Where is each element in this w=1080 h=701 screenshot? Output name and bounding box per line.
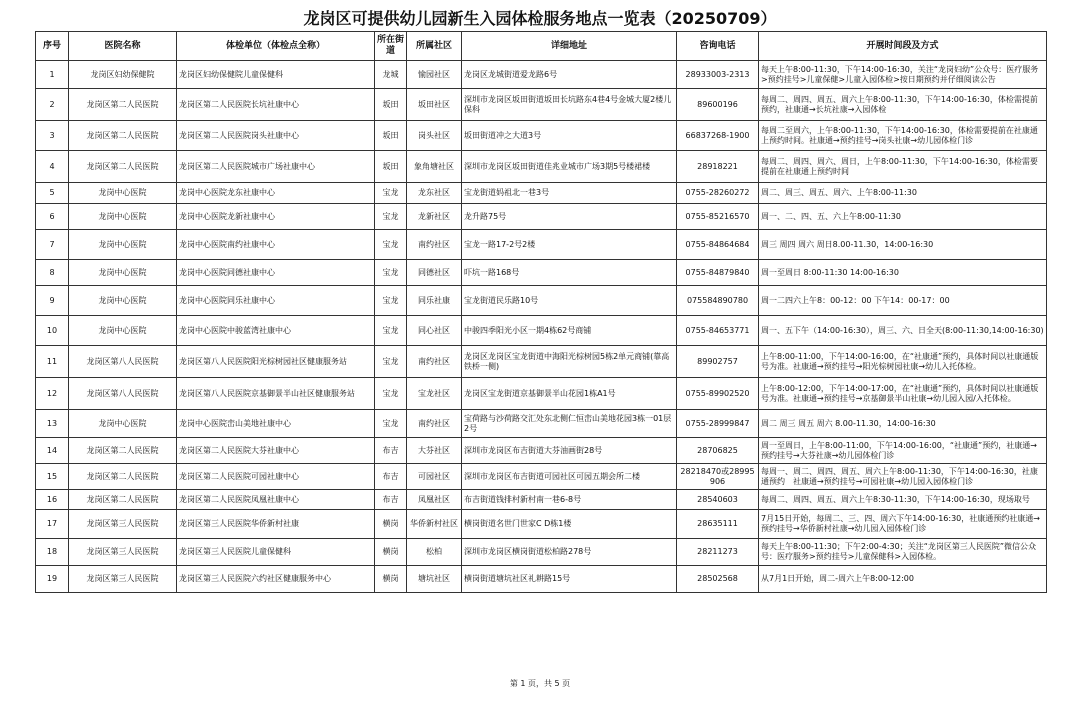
cell-address: 坂田街道冲之大道3号 [462,121,677,151]
cell-unit: 龙岗中心医院南约社康中心 [177,230,375,260]
cell-time: 上午8:00-11:00，下午14:00-16:00，在“社康通”预约，具体时间以社康通版号为准。社康通→预约挂号→阳光棕树园社康→幼儿入托体检。 [759,346,1047,378]
cell-address: 宝荷路与沙荷路交汇处东北侧仁恒峦山美地花园3栋一01层2号 [462,410,677,438]
cell-community: 象角塘社区 [407,151,462,183]
cell-no: 14 [36,438,69,464]
cell-hospital: 龙岗中心医院 [69,410,177,438]
table-row [36,204,1047,230]
cell-hospital: 龙岗区第八人民医院 [69,378,177,410]
cell-address: 宝龙一路17-2号2楼 [462,230,677,260]
table-row [36,121,1047,151]
header-row [36,32,1047,61]
cell-community: 同德社区 [407,260,462,286]
table-row [36,286,1047,316]
cell-hospital: 龙岗区第二人民医院 [69,151,177,183]
cell-address: 深圳市龙岗区坂田街道佳兆业城市广场3期5号楼裙楼 [462,151,677,183]
cell-community: 大芬社区 [407,438,462,464]
cell-address: 深圳市龙岗区坂田街道坂田长坑路东4巷4号金城大厦2楼儿保科 [462,89,677,121]
cell-unit: 龙岗区第二人民医院岗头社康中心 [177,121,375,151]
table-row [36,260,1047,286]
cell-hospital: 龙岗中心医院 [69,230,177,260]
cell-phone: 28706825 [677,438,759,464]
cell-hospital: 龙岗区第三人民医院 [69,566,177,593]
cell-time: 每天上午8:00-11:30，下午14:00-16:30，关注“龙岗妇幼”公众号：医疗服务>预约挂号>儿童保健>儿童入园体检>按日期预约并仔细阅读公告 [759,61,1047,89]
service-table [35,31,1047,593]
cell-unit: 龙岗中心医院同德社康中心 [177,260,375,286]
table-row [36,89,1047,121]
cell-street: 宝龙 [375,286,407,316]
cell-phone: 28635111 [677,510,759,539]
table-row [36,61,1047,89]
cell-phone: 28211273 [677,539,759,566]
cell-time: 每周二、周四、周五、周六上午8:30-11:30，下午14:00-16:30，现场取号 [759,490,1047,510]
cell-no: 9 [36,286,69,316]
cell-no: 8 [36,260,69,286]
col-header-community: 所属社区 [407,32,462,61]
cell-phone: 89600196 [677,89,759,121]
cell-phone: 28502568 [677,566,759,593]
table-row [36,566,1047,593]
cell-time: 周二 周三 周五 周六 8.00-11.30，14:00-16:30 [759,410,1047,438]
cell-street: 宝龙 [375,378,407,410]
cell-phone: 0755-28260272 [677,183,759,204]
cell-community: 龙东社区 [407,183,462,204]
cell-unit: 龙岗区第三人民医院华侨新村社康 [177,510,375,539]
table-row [36,316,1047,346]
cell-time: 每周二、周四、周六、周日，上午8:00-11:30，下午14:00-16:30，体检需要提前在社康通上预约时间 [759,151,1047,183]
cell-address: 龙岗区龙城街道爱龙路6号 [462,61,677,89]
cell-address: 深圳市龙岗区布吉街道大芬油画街28号 [462,438,677,464]
cell-time: 周一至周日，上午8:00-11:00，下午14:00-16:00，“社康通”预约，社康通→预约挂号→大芬社康→幼儿园体检门诊 [759,438,1047,464]
cell-no: 10 [36,316,69,346]
cell-street: 布吉 [375,464,407,490]
cell-phone: 075584890780 [677,286,759,316]
cell-hospital: 龙岗中心医院 [69,204,177,230]
cell-unit: 龙岗中心医院中骏蓝湾社康中心 [177,316,375,346]
cell-street: 宝龙 [375,204,407,230]
cell-address: 中骏四季阳光小区一期4栋62号商铺 [462,316,677,346]
table-row [36,230,1047,260]
cell-hospital: 龙岗区第二人民医院 [69,490,177,510]
cell-street: 宝龙 [375,260,407,286]
cell-phone: 28540603 [677,490,759,510]
cell-hospital: 龙岗区第二人民医院 [69,89,177,121]
cell-no: 7 [36,230,69,260]
cell-street: 宝龙 [375,410,407,438]
cell-address: 横岗街道塘坑社区礼耕路15号 [462,566,677,593]
cell-community: 同心社区 [407,316,462,346]
cell-address: 深圳市龙岗区横岗街道松柏路278号 [462,539,677,566]
cell-no: 15 [36,464,69,490]
cell-phone: 28218470或28995906 [677,464,759,490]
cell-time: 周一、二、四、五、六上午8:00-11:30 [759,204,1047,230]
cell-phone: 0755-28999847 [677,410,759,438]
cell-no: 5 [36,183,69,204]
cell-no: 1 [36,61,69,89]
cell-unit: 龙岗区第二人民医院大芬社康中心 [177,438,375,464]
cell-no: 19 [36,566,69,593]
cell-address: 龙岗区龙岗区宝龙街道中海阳光棕树园5栋2单元商铺(靠高铁桥一侧) [462,346,677,378]
col-header-street: 所在街道 [375,32,407,61]
cell-street: 宝龙 [375,183,407,204]
table-row [36,510,1047,539]
cell-address: 宝龙街道妈祖北一巷3号 [462,183,677,204]
table-row [36,490,1047,510]
cell-community: 华侨新村社区 [407,510,462,539]
cell-hospital: 龙岗区第二人民医院 [69,438,177,464]
cell-street: 坂田 [375,89,407,121]
cell-street: 宝龙 [375,346,407,378]
cell-phone: 66837268-1900 [677,121,759,151]
cell-unit: 龙岗区第二人民医院城市广场社康中心 [177,151,375,183]
cell-unit: 龙岗中心医院龙新社康中心 [177,204,375,230]
cell-time: 每天上午8:00-11:30；下午2:00-4:30；关注“龙岗区第三人民医院”微信公众号：医疗服务>预约挂号>儿童保健科>入园体检。 [759,539,1047,566]
cell-time: 周三 周四 周六 周日8.00-11.30，14:00-16:30 [759,230,1047,260]
cell-time: 从7月1日开始，周二-周六上午8:00-12:00 [759,566,1047,593]
cell-no: 11 [36,346,69,378]
cell-no: 12 [36,378,69,410]
col-header-time: 开展时间段及方式 [759,32,1047,61]
table-row [36,464,1047,490]
cell-time: 周二、周三、周五、周六、上午8:00-11:30 [759,183,1047,204]
cell-address: 横岗街道名世门世家C D栋1楼 [462,510,677,539]
cell-address: 龙升路75号 [462,204,677,230]
cell-phone: 0755-84879840 [677,260,759,286]
col-header-address: 详细地址 [462,32,677,61]
col-header-no: 序号 [36,32,69,61]
cell-community: 可园社区 [407,464,462,490]
cell-street: 布吉 [375,490,407,510]
cell-street: 宝龙 [375,316,407,346]
cell-no: 3 [36,121,69,151]
cell-phone: 0755-85216570 [677,204,759,230]
cell-hospital: 龙岗中心医院 [69,183,177,204]
cell-no: 6 [36,204,69,230]
cell-hospital: 龙岗中心医院 [69,286,177,316]
table-row [36,410,1047,438]
cell-no: 17 [36,510,69,539]
cell-time: 7月15日开始，每周二、三、四、周六下午14:00-16:30，社康通预约社康通→预约挂号→华侨新村社康→幼儿园入园体检门诊 [759,510,1047,539]
cell-unit: 龙岗区第二人民医院长坑社康中心 [177,89,375,121]
cell-time: 周一至周日 8:00-11:30 14:00-16:30 [759,260,1047,286]
cell-no: 16 [36,490,69,510]
cell-unit: 龙岗区第三人民医院儿童保健科 [177,539,375,566]
cell-community: 凤凰社区 [407,490,462,510]
col-header-unit: 体检单位（体检点全称） [177,32,375,61]
col-header-phone: 咨询电话 [677,32,759,61]
cell-community: 岗头社区 [407,121,462,151]
col-header-hospital: 医院名称 [69,32,177,61]
cell-address: 宝龙街道民乐路10号 [462,286,677,316]
cell-hospital: 龙岗中心医院 [69,260,177,286]
cell-community: 坂田社区 [407,89,462,121]
cell-address: 布吉街道钱排村新村南一巷6-8号 [462,490,677,510]
cell-hospital: 龙岗区第三人民医院 [69,539,177,566]
cell-time: 周一、五下午（14:00-16:30），周三、六、日全天(8:00-11:30,14:00-16:30) [759,316,1047,346]
cell-no: 4 [36,151,69,183]
cell-community: 南约社区 [407,346,462,378]
cell-street: 坂田 [375,151,407,183]
cell-street: 坂田 [375,121,407,151]
cell-phone: 0755-89902520 [677,378,759,410]
cell-hospital: 龙岗区第三人民医院 [69,510,177,539]
table-row [36,346,1047,378]
cell-street: 布吉 [375,438,407,464]
table-row [36,438,1047,464]
cell-time: 每周一、周二、周四、周五、周六上午8:00-11:30，下午14:00-16:30，社康通预约 社康通→预约挂号→可园社康→幼儿园入园体检门诊 [759,464,1047,490]
cell-unit: 龙岗区第二人民医院凤凰社康中心 [177,490,375,510]
cell-no: 18 [36,539,69,566]
cell-street: 横岗 [375,566,407,593]
cell-unit: 龙岗中心医院龙东社康中心 [177,183,375,204]
cell-hospital: 龙岗区第八人民医院 [69,346,177,378]
cell-no: 13 [36,410,69,438]
cell-community: 南约社区 [407,410,462,438]
cell-time: 上午8:00-12:00，下午14:00-17:00，在“社康通”预约，具体时间以社康通版号为准。社康通→预约挂号→京基御景半山社康→幼儿园入园/入托体检。 [759,378,1047,410]
cell-phone: 0755-84653771 [677,316,759,346]
cell-unit: 龙岗区第二人民医院可园社康中心 [177,464,375,490]
cell-community: 松柏 [407,539,462,566]
cell-community: 塘坑社区 [407,566,462,593]
cell-phone: 0755-84864684 [677,230,759,260]
cell-phone: 89902757 [677,346,759,378]
cell-time: 周一二四六上午8：00-12：00 下午14：00-17：00 [759,286,1047,316]
table-row [36,539,1047,566]
cell-address: 深圳市龙岗区布吉街道可园社区可园五期会所二楼 [462,464,677,490]
cell-address: 龙岗区宝龙街道京基御景半山花园1栋A1号 [462,378,677,410]
cell-street: 宝龙 [375,230,407,260]
cell-community: 愉园社区 [407,61,462,89]
cell-community: 同乐社康 [407,286,462,316]
cell-hospital: 龙岗区妇幼保健院 [69,61,177,89]
page-title: 龙岗区可提供幼儿园新生入园体检服务地点一览表（20250709） [303,9,777,28]
cell-time: 每周二、周四、周五、周六上午8:00-11:30，下午14:00-16:30，体检需提前预约，社康通→长坑社康→入园体检 [759,89,1047,121]
cell-street: 横岗 [375,510,407,539]
cell-phone: 28918221 [677,151,759,183]
cell-address: 吓坑一路168号 [462,260,677,286]
table-row [36,151,1047,183]
cell-hospital: 龙岗中心医院 [69,316,177,346]
cell-hospital: 龙岗区第二人民医院 [69,464,177,490]
cell-unit: 龙岗中心医院同乐社康中心 [177,286,375,316]
cell-unit: 龙岗区妇幼保健院儿童保健科 [177,61,375,89]
cell-phone: 28933003-2313 [677,61,759,89]
cell-unit: 龙岗区第八人民医院阳光棕树园社区健康服务站 [177,346,375,378]
cell-unit: 龙岗中心医院峦山美地社康中心 [177,410,375,438]
cell-no: 2 [36,89,69,121]
cell-community: 南约社区 [407,230,462,260]
table-row [36,378,1047,410]
cell-street: 横岗 [375,539,407,566]
cell-unit: 龙岗区第八人民医院京基御景半山社区健康服务站 [177,378,375,410]
cell-community: 宝龙社区 [407,378,462,410]
cell-community: 龙新社区 [407,204,462,230]
cell-time: 每周二至周六，上午8:00-11:30，下午14:00-16:30，体检需要提前在社康通上预约时间。社康通→预约挂号→岗头社康→幼儿园体检门诊 [759,121,1047,151]
cell-unit: 龙岗区第三人民医院六约社区健康服务中心 [177,566,375,593]
page-number: 第 1 页，共 5 页 [509,679,571,688]
cell-hospital: 龙岗区第二人民医院 [69,121,177,151]
cell-street: 龙城 [375,61,407,89]
table-row [36,183,1047,204]
